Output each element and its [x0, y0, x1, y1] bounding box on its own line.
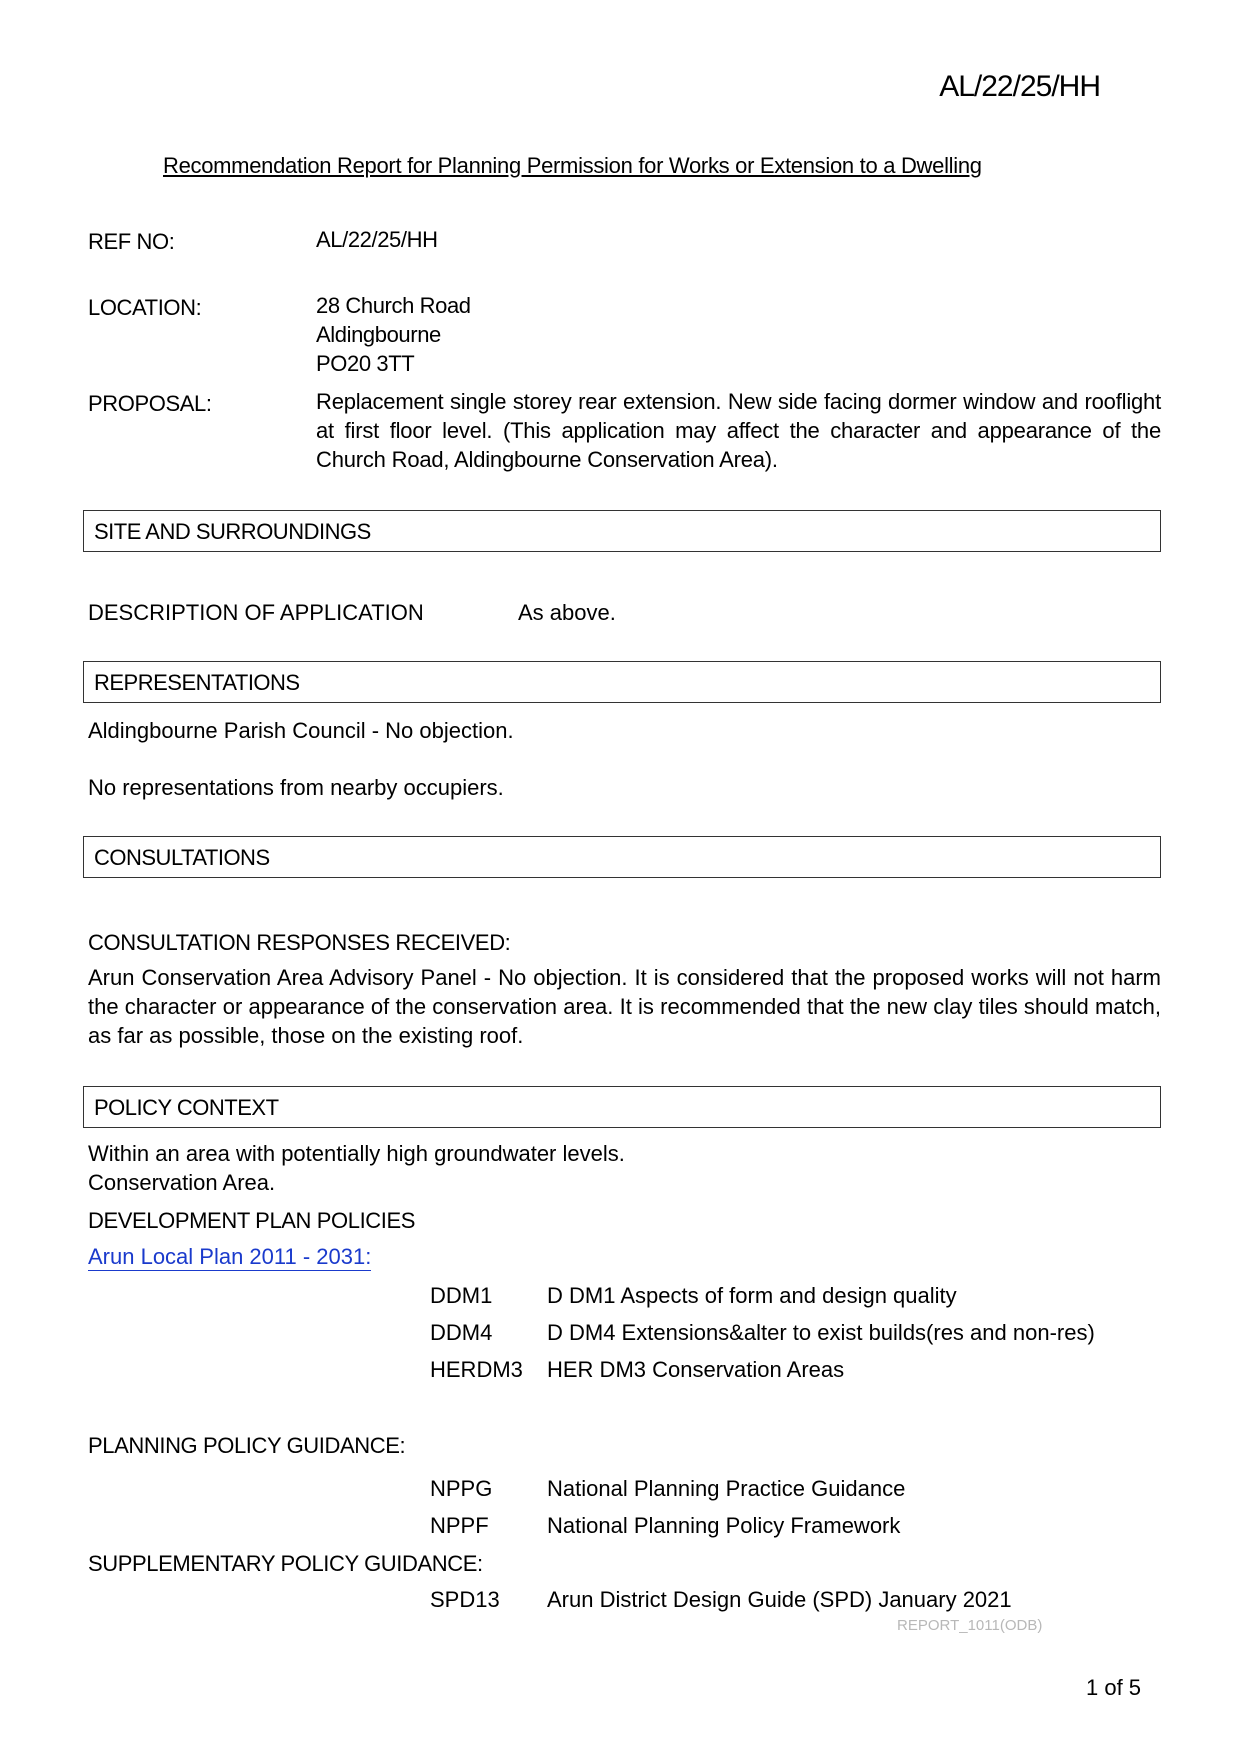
- section-heading: SITE AND SURROUNDINGS: [94, 519, 371, 544]
- section-heading: CONSULTATIONS: [94, 845, 270, 870]
- location-address: [316, 291, 471, 378]
- document-reference: AL/22/25/HH: [939, 70, 1100, 103]
- guidance-code: NPPF: [430, 1513, 489, 1538]
- local-plan-link[interactable]: Arun Local Plan 2011 - 2031:: [88, 1244, 372, 1269]
- guidance-code: NPPG: [430, 1476, 493, 1501]
- representation-line: No representations from nearby occupiers.: [88, 775, 504, 800]
- consultation-responses-heading: CONSULTATION RESPONSES RECEIVED:: [88, 930, 511, 955]
- report-title: Recommendation Report for Planning Permission for Works or Extension to a Dwelling: [163, 153, 982, 178]
- section-policy-context: [83, 1086, 1161, 1128]
- page-number: 1 of 5: [1086, 1675, 1142, 1700]
- supplementary-description: Arun District Design Guide (SPD) January 2021: [547, 1587, 1012, 1612]
- proposal-text: Replacement single storey rear extension. New side facing dormer window and rooflight at first floor level. (This application may affect the character and appearance of the Church Road, Aldingbourne Conservation Area).: [316, 389, 1161, 472]
- policy-code: DDM1: [430, 1283, 493, 1308]
- section-heading: POLICY CONTEXT: [94, 1095, 279, 1120]
- representation-line: Aldingbourne Parish Council - No objection.: [88, 718, 514, 743]
- guidance-description: National Planning Practice Guidance: [547, 1476, 906, 1501]
- policy-description: D DM1 Aspects of form and design quality: [547, 1283, 957, 1308]
- policy-context-line: Within an area with potentially high groundwater levels.: [88, 1141, 625, 1166]
- development-plan-heading: DEVELOPMENT PLAN POLICIES: [88, 1208, 416, 1233]
- location-line: PO20 3TT: [316, 351, 415, 376]
- consultation-response-text: Arun Conservation Area Advisory Panel - No objection. It is considered that the proposed works will not harm the character or appearance of the conservation area. It is recommended that the new clay tiles should match, as far as possible, those on the existing roof.: [88, 965, 1161, 1048]
- policy-context-line: Conservation Area.: [88, 1170, 276, 1195]
- supplementary-guidance-heading: SUPPLEMENTARY POLICY GUIDANCE:: [88, 1551, 483, 1576]
- policy-code: HERDM3: [430, 1357, 523, 1382]
- policy-code: DDM4: [430, 1320, 493, 1345]
- section-site-and-surroundings: [83, 510, 1161, 552]
- section-representations: [83, 661, 1161, 703]
- supplementary-code: SPD13: [430, 1587, 500, 1612]
- planning-guidance-heading: PLANNING POLICY GUIDANCE:: [88, 1433, 406, 1458]
- policy-description: HER DM3 Conservation Areas: [547, 1357, 845, 1382]
- location-line: 28 Church Road: [316, 293, 471, 318]
- location-line: Aldingbourne: [316, 322, 441, 347]
- policy-description: D DM4 Extensions&alter to exist builds(res and non-res): [547, 1320, 1095, 1345]
- section-consultations: [83, 836, 1161, 878]
- guidance-description: National Planning Policy Framework: [547, 1513, 901, 1538]
- ref-value: AL/22/25/HH: [316, 227, 438, 252]
- description-label: DESCRIPTION OF APPLICATION: [88, 600, 424, 625]
- section-heading: REPRESENTATIONS: [94, 670, 300, 695]
- report-id: REPORT_1011(ODB): [897, 1617, 1043, 1634]
- description-value: As above.: [518, 600, 616, 625]
- location-label: LOCATION:: [88, 295, 202, 320]
- ref-label: REF NO:: [88, 229, 175, 254]
- proposal-label: PROPOSAL:: [88, 391, 212, 416]
